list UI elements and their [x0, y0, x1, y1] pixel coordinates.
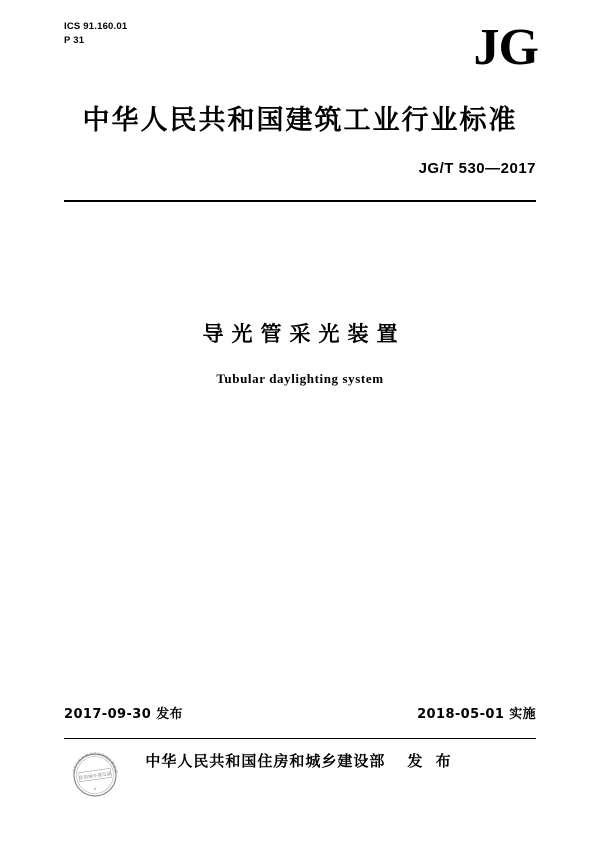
jg-logo: JG: [473, 19, 538, 76]
ministry-seal-icon: [68, 748, 122, 802]
publisher-name: 中华人民共和国住房和城乡建设部: [145, 752, 386, 770]
footer-divider: [64, 738, 536, 739]
issue-date: 2017-09-30 发布: [64, 707, 183, 722]
svg-text:中华人民共和国住房和城乡建设部: 中华人民共和国住房和城乡建设部: [72, 752, 118, 774]
document-title-en: Tubular daylighting system: [216, 371, 384, 386]
classification-code: P 31: [64, 35, 85, 46]
publisher-verb: 发 布: [407, 752, 455, 770]
header-divider: [64, 200, 536, 202]
svg-text:★: ★: [93, 787, 97, 791]
date-row: [64, 703, 536, 722]
effective-date: 2018-05-01 实施: [417, 707, 536, 722]
ics-code: ICS 91.160.01: [64, 21, 128, 32]
document-meta: [64, 20, 127, 48]
standard-series-title: 中华人民共和国建筑工业行业标准: [82, 105, 518, 136]
document-title-cn: 导光管采光装置: [202, 322, 406, 346]
standard-number: JG/T 530—2017: [418, 160, 536, 177]
svg-text:住房城乡建设部: 住房城乡建设部: [78, 771, 112, 782]
